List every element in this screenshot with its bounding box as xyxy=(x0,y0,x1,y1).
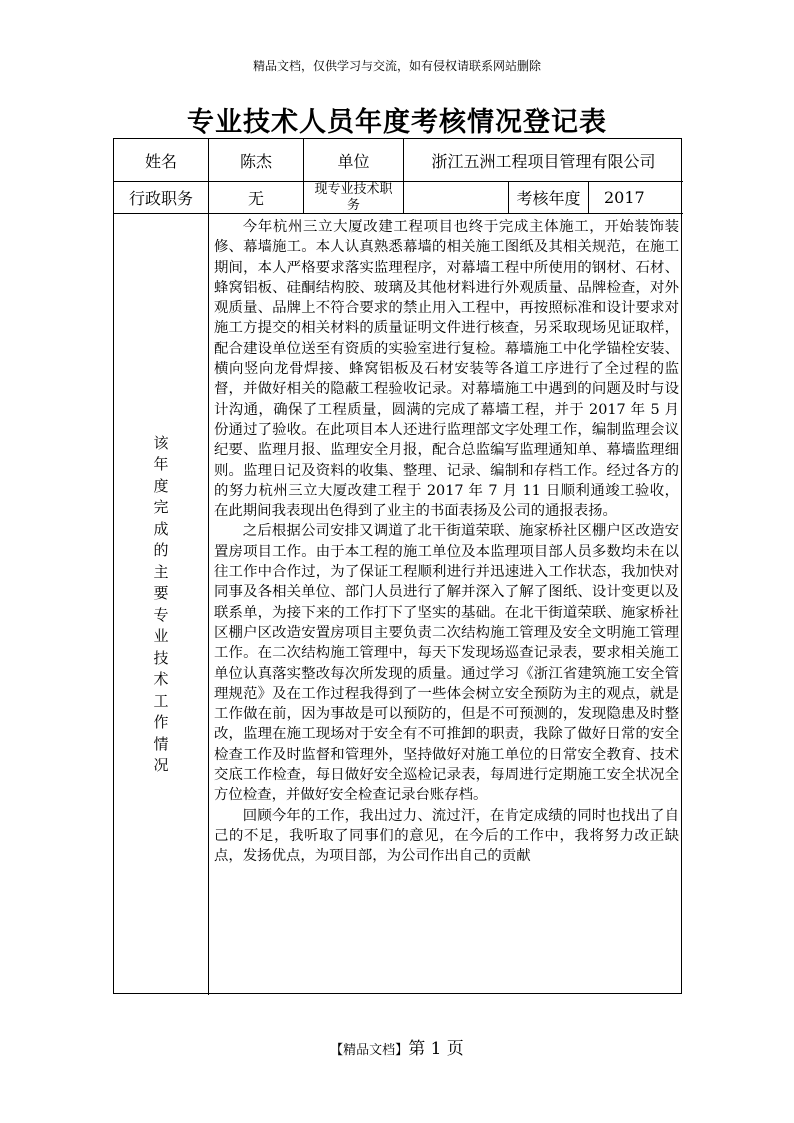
work-paragraph-1: 今年杭州三立大厦改建工程项目也终于完成主体施工，开始装饰装修、幕墙施工。本人认真熟悉幕墙的相关施工图纸及其相关规范，在施工期间，本人严格要求落实监理程序，对幕墙工程中所使用的钢材、石材、蜂窝铝板、硅酮结构胶、玻璃及其他材料进行外观质量、品牌检查，对外观质量、品牌上不符合要求的禁止用入工程中，再按照标准和设计要求对施工方提交的相关材料的质量证明文件进行核查，另采取现场见证取样，配合建设单位送至有资质的实验室进行复检。幕墙施工中化学锚栓安装、横向竖向龙骨焊接、蜂窝铝板及石材安装等各道工序进行了全过程的监督，并做好相关的隐蔽工程验收记录。对幕墙施工中遇到的问题及时与设计沟通，确保了工程质量，圆满的完成了幕墙工程，并于 2017 年 5 月份通过了验收。在此项目本人还进行监理部文字处理工作，编制监理会议纪要、监理月报、监理安全月报，配合总监编写监理通知单、幕墙监理细则。监理日记及资料的收集、整理、记录、编制和存档工作。经过各方的的努力杭州三立大厦改建工程于 2017 年 7 月 11 日顺利通竣工验收，在此期间我表现出色得到了业主的书面表扬及公司的通报表扬。 xyxy=(214,219,679,520)
post-label: 行政职务 xyxy=(114,181,208,213)
assessment-form xyxy=(113,138,682,994)
work-section-label xyxy=(114,213,208,995)
post-value: 无 xyxy=(208,181,303,213)
work-label-text: 该年度完成的主要专业技术工作情况 xyxy=(153,433,169,774)
footer-tag: 【精品文档】 xyxy=(330,1043,409,1058)
name-value: 陈杰 xyxy=(208,139,303,181)
title-label: 现专业技术职务 xyxy=(303,181,403,213)
year-label: 考核年度 xyxy=(508,181,588,213)
header-note: 精品文档，仅供学习与交流，如有侵权请联系网站删除 xyxy=(252,59,541,73)
work-paragraph-3: 回顾今年的工作，我出过力、流过汗，在肯定成绩的同时也找出了自己的不足，我听取了同事们的意见，在今后的工作中，我将努力改正缺点，发扬优点，为项目部，为公司作出自己的贡献 xyxy=(214,807,679,865)
work-paragraph-2: 之后根据公司安排又调道了北干街道荣联、施家桥社区棚户区改造安置房项目工作。由于本工程的施工单位及本监理项目部人员多数均未在以往工作中合作过，为了保证工程顺利进行并迅速进入工作状态，我加快对同事及各相关单位、部门人员进行了解并深入了解了图纸、设计变更以及联系单，为接下来的工作打下了坚实的基础。在北干街道荣联、施家桥社区棚户区改造安置房项目主要负责二次结构施工管理及安全文明施工管理工作。在二次结构施工管理中，每天下发现场巡查记录表，要求相关施工单位认真落实整改每次所发现的质量。通过学习《浙江省建筑施工安全管理规范》及在工作过程我得到了一些体会树立安全预防为主的观点，就是工作做在前，因为事故是可以预防的，但是不可预测的，发现隐患及时整改，监理在施工现场对于安全有不可推卸的职责，我除了做好日常的安全检查工作及时监督和管理外，坚持做好对施工单位的日常安全教育、技术交底工作检查，每日做好安全巡检记录表，每周进行定期施工安全状况全方位检查，并做好安全检查记录台账存档。 xyxy=(214,523,679,804)
unit-value: 浙江五洲工程项目管理有限公司 xyxy=(403,139,683,181)
page-number: 第 1 页 xyxy=(408,1039,464,1059)
title-value xyxy=(403,181,508,213)
name-label: 姓名 xyxy=(144,151,177,171)
page-footer xyxy=(0,1034,794,1059)
page-title: 专业技术人员年度考核情况登记表 xyxy=(187,107,607,138)
work-content xyxy=(208,213,683,995)
unit-label: 单位 xyxy=(303,139,403,181)
year-value: 2017 xyxy=(588,181,683,213)
